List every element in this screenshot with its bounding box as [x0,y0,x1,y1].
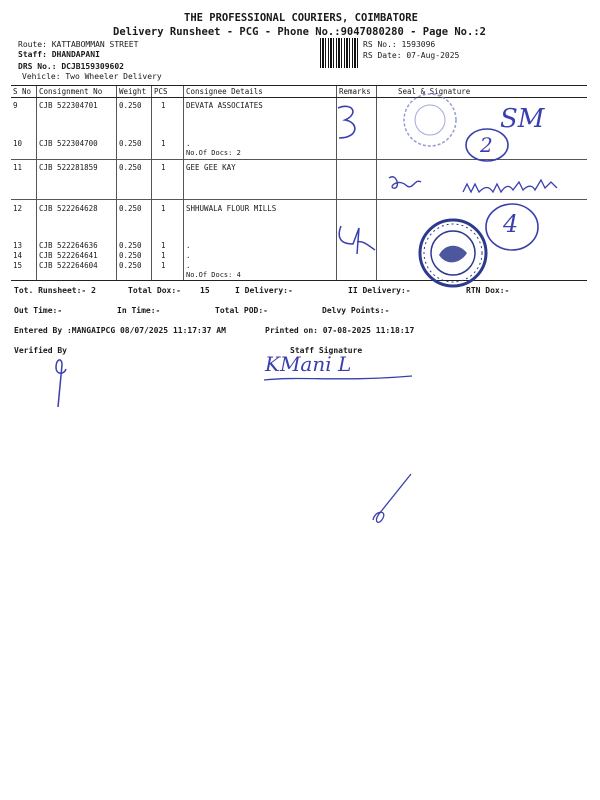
rs-date: RS Date: 07-Aug-2025 [363,51,460,60]
row-sno: 10 [13,139,23,148]
header-weight: Weight [119,87,147,96]
row-weight: 0.250 [119,251,142,260]
header-sno: S No [13,87,32,96]
staff-signature-label: Staff Signature [290,346,363,355]
row-sno: 14 [13,251,23,260]
row-sno: 13 [13,241,23,250]
row-consignment-no: CJB 522304700 [39,139,98,148]
header-consignment: Consignment No [39,87,103,96]
row-pcs: 1 [161,163,166,172]
circled-number-2-text: 2 [480,133,493,157]
pen-mark-scribble [365,470,415,530]
remark-handwriting-3 [335,100,365,145]
row-weight: 0.250 [119,163,142,172]
row-pcs: 1 [161,251,166,260]
row-weight: 0.250 [119,139,142,148]
row-dot: . [186,241,191,250]
consignee-name: DEVATA ASSOCIATES [186,101,263,110]
total-pod: Total POD:- [215,306,268,315]
rtn-dox: RTN Dox:- [466,286,510,295]
row-weight: 0.250 [119,261,142,270]
delvy-points: Delvy Points:- [322,306,390,315]
row-dot: . [186,261,191,270]
row-pcs: 1 [161,101,166,110]
i-delivery: I Delivery:- [235,286,293,295]
rs-number: RS No.: 1593096 [363,40,436,49]
verified-by: Verified By [14,346,67,355]
header-consignee: Consignee Details [186,87,263,96]
circled-number-4-text: 4 [503,210,519,238]
signature-sm: SM [500,104,545,134]
row-consignment-no: CJB 522264604 [39,261,98,270]
verified-by-checkmark [38,345,78,410]
row-sno: 9 [13,101,18,110]
total-dox-value: 15 [200,286,210,295]
company-seal-stamp [395,90,465,150]
signature-scribble-row11 [385,172,575,200]
staff-signature-underline [262,372,422,386]
row-sno: 11 [13,163,23,172]
row-consignment-no: CJB 522264636 [39,241,98,250]
row-weight: 0.250 [119,204,142,213]
route-text: Route: KATTABOMMAN STREET [18,40,139,49]
in-time: In Time:- [117,306,161,315]
company-title: THE PROFESSIONAL COURIERS, COIMBATORE [184,12,418,24]
remark-handwriting-4 [335,220,380,270]
row-pcs: 1 [161,204,166,213]
consignee-name: GEE GEE KAY [186,163,236,172]
row-pcs: 1 [161,241,166,250]
out-time: Out Time:- [14,306,63,315]
runsheet-subtitle: Delivery Runsheet - PCG - Phone No.:9047080280 - Page No.:2 [113,26,486,38]
row-consignment-no: CJB 522264628 [39,204,98,213]
entered-by: Entered By :MANGAIPCG 08/07/2025 11:17:37 AM [14,326,226,335]
total-dox-label: Total Dox:- [128,286,181,295]
staff-signature-ink: KMani L [265,352,352,376]
row-weight: 0.250 [119,101,142,110]
row-consignment-no: CJB 522304701 [39,101,98,110]
ii-delivery: II Delivery:- [348,286,411,295]
row-sno: 15 [13,261,23,270]
printed-on: Printed on: 07-08-2025 11:18:17 [265,326,415,335]
header-seal-signature: Seal & Signature [398,87,471,96]
row-consignment-no: CJB 522281859 [39,163,98,172]
row-dot: . [186,251,191,260]
row-pcs: 1 [161,139,166,148]
tot-runsheet: Tot. Runsheet:- 2 [14,286,96,295]
docs-note: No.Of Docs: 2 [186,149,241,157]
header-remarks: Remarks [339,87,371,96]
header-pcs: PCS [154,87,168,96]
row-pcs: 1 [161,261,166,270]
row-sno: 12 [13,204,23,213]
staff-text: Staff: DHANDAPANI [18,50,100,59]
row-weight: 0.250 [119,241,142,250]
row-consignment-no: CJB 522264641 [39,251,98,260]
barcode [320,38,360,68]
vehicle-text: Vehicle: Two Wheeler Delivery [22,72,162,81]
drs-number: DRS No.: DCJB159309602 [18,62,124,71]
row-dot: . [186,139,191,148]
docs-note: No.Of Docs: 4 [186,271,241,279]
consignee-name: SHHUWALA FLOUR MILLS [186,204,277,213]
